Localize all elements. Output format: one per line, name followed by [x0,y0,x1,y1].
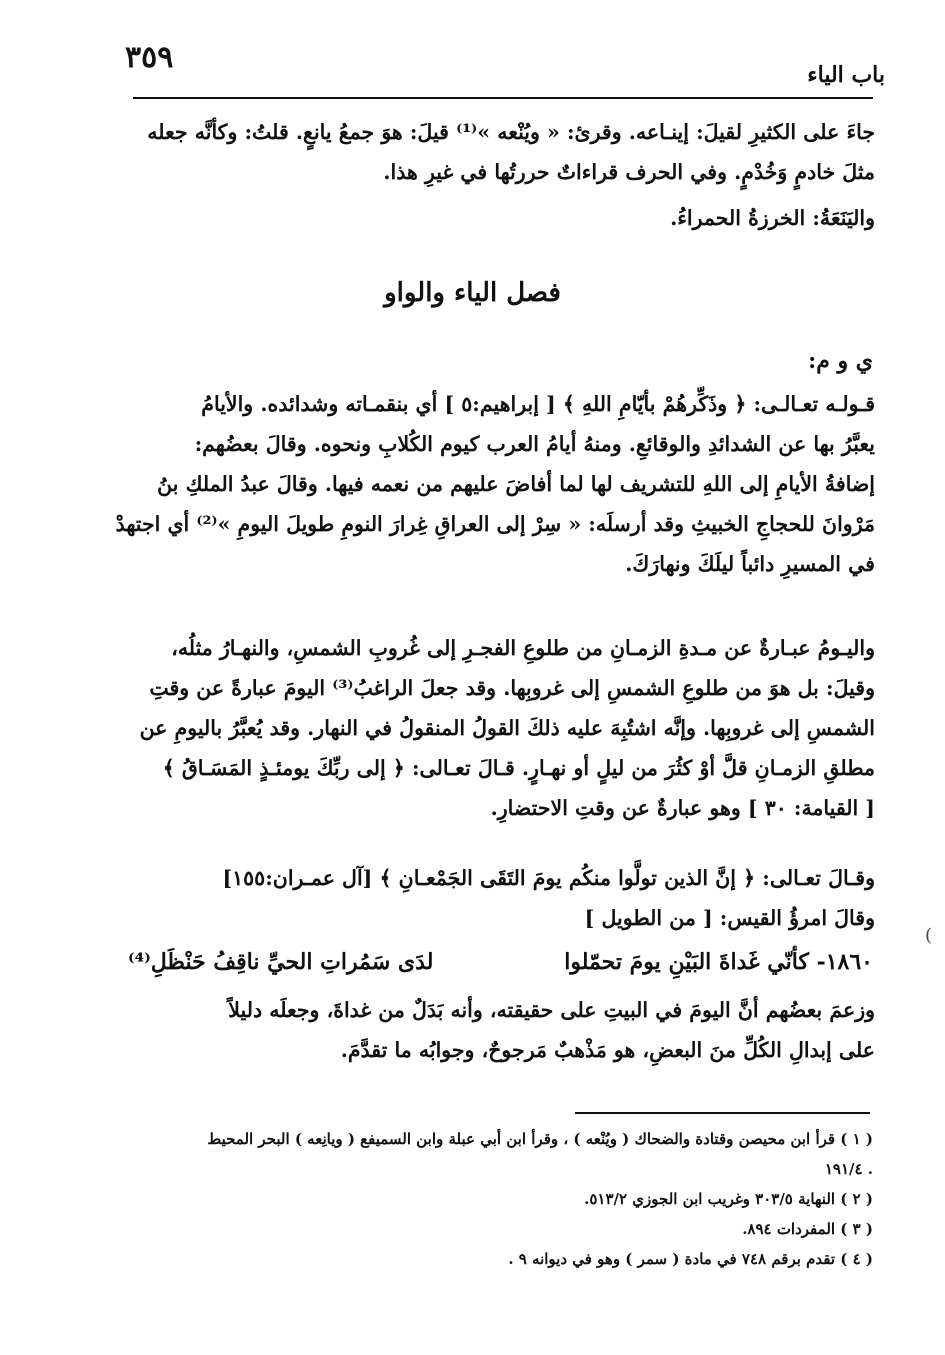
text-line: في المسيرِ دائباً ليلَكَ ونهارَكَ. [625,552,875,576]
intro-paragraph [130,112,875,238]
footnote: ( ١ ) قرأ ابن محيصن وقتادة والضحاك ( ويُنْعه ) ، وقرأ ابن أبي عبلة وابن السميفع ( ويانِعه ) البحر المحيط [207,1130,873,1148]
page-number: ٣٥٩ [125,40,174,75]
footnote-rule [575,1112,870,1114]
text-line: مطلقِ الزمـانِ قلَّ أوْ كثُرَ من ليلٍ أو نهـارٍ. قـالَ تعـالى: ﴿ إلى ربِّكَ يومئـذٍ المَسَـاقُ ﴾ [162,756,875,780]
paragraph-3 [130,858,875,938]
text-line: وقيلَ: بل هوَ من طلوعِ الشمسِ إلى غروبِها. وقد جعلَ الراغبُ⁽³⁾ اليومَ عبارةً عن وقتِ [149,676,875,700]
footnote: ( ٤ ) تقدم برقم ٧٤٨ في مادة ( سمر ) وهو في ديوانه ٩ . [508,1250,873,1268]
text-line: [ القيامة: ٣٠ ] وهو عبارةٌ عن وقتِ الاحتضارِ. [490,796,875,820]
verse-hemistich-second: لدَى سَمُراتِ الحيِّ ناقِفُ حَنْظَلِ⁽⁴⁾ [128,949,434,975]
verse-hemistich-first: ١٨٦٠- كأنّي غَداةَ البَيْنِ يومَ تحمّلوا [564,949,873,975]
text-line: واليَنَعَةُ: الخرزةُ الحمراءُ. [670,206,875,230]
entry-heading: ي و م: [808,348,873,374]
footnotes [113,1124,873,1274]
paragraph-1 [115,384,875,584]
margin-mark: ( [925,925,933,946]
footnote-continuation: . ١٩١/٤ [824,1160,873,1178]
meter-line: وقالَ امرؤُ القيس: [ من الطويل ] [584,906,875,930]
text-line: جاءَ على الكثيرِ لقيلَ: إينـاعه. وقرئ: « ويُنْعه »⁽¹⁾ قيلَ: هوَ جمعُ يانعٍ. قلتُ: وكأنَّه جعله [147,120,875,144]
footnote: ( ٢ ) النهاية ٣٠٣/٥ وغريب ابن الجوزي ٥١٣/٢. [584,1190,873,1208]
running-head: باب الياء [807,62,885,88]
text-line: على إبدالِ الكُلِّ منَ البعضِ، هو مَذْهبٌ مَرجوحٌ، وجوابُه ما تقدَّمَ. [340,1038,875,1062]
text-line: وقـالَ تعـالى: ﴿ إنَّ الذين تولَّوا منكُم يومَ التَقَى الجَمْعـانِ ﴾ [آل عمـران:١٥٥] [222,866,875,890]
text-line: يعبَّرُ بها عن الشدائدِ والوقائعِ. ومنهُ أيامُ العرب كيوم الكُلابِ ونحوه. وقالَ بعضُهم: [194,432,875,456]
footnote: ( ٣ ) المفردات ٨٩٤. [742,1220,873,1238]
text-line: وزعمَ بعضُهم أنَّ اليومَ في البيتِ على حقيقته، وأنه بَدَلٌ من غداةَ، وجعلَه دليلاً [228,998,875,1022]
header-rule [133,97,873,99]
paragraph-2 [130,628,875,828]
text-line: قـولـه تعـالـى: ﴿ وذَكِّرهُمْ بأيّامِ اللهِ ﴾ [ إبراهيم:٥ ] أي بنقمـاته وشدائده. والأيامُ [201,392,875,416]
text-line: مثلَ خادمٍ وَخُدْمٍ. وفي الحرف قراءاتٌ حررتُها في غيرِ هذا. [383,160,875,184]
text-line: واليـومُ عبـارةٌ عن مـدةِ الزمـانِ من طلوعِ الفجـرِ إلى غُروبِ الشمسِ، والنهـارُ مثلُه، [171,636,875,660]
section-title: فصل الياء والواو [384,278,561,308]
paragraph-4 [130,990,875,1070]
text-line: إضافةُ الأيامِ إلى اللهِ للتشريف لها لما أفاضَ عليهم من نعمه فيها. وقالَ عبدُ الملكِ بنُ [157,472,875,496]
text-line: مَرْوانَ للحجاجِ الخبيثِ وقد أرسلَه: « سِرْ إلى العراقِ غِرارَ النومِ طويلَ اليومِ »⁽²⁾ أي اجتهدْ [115,512,875,536]
text-line: الشمسِ إلى غروبِها. وإنَّه اشتُبِهَ عليه ذلكَ القولُ المنقولُ في النهار. وقد يُعبَّرُ باليومِ عن [139,716,875,740]
